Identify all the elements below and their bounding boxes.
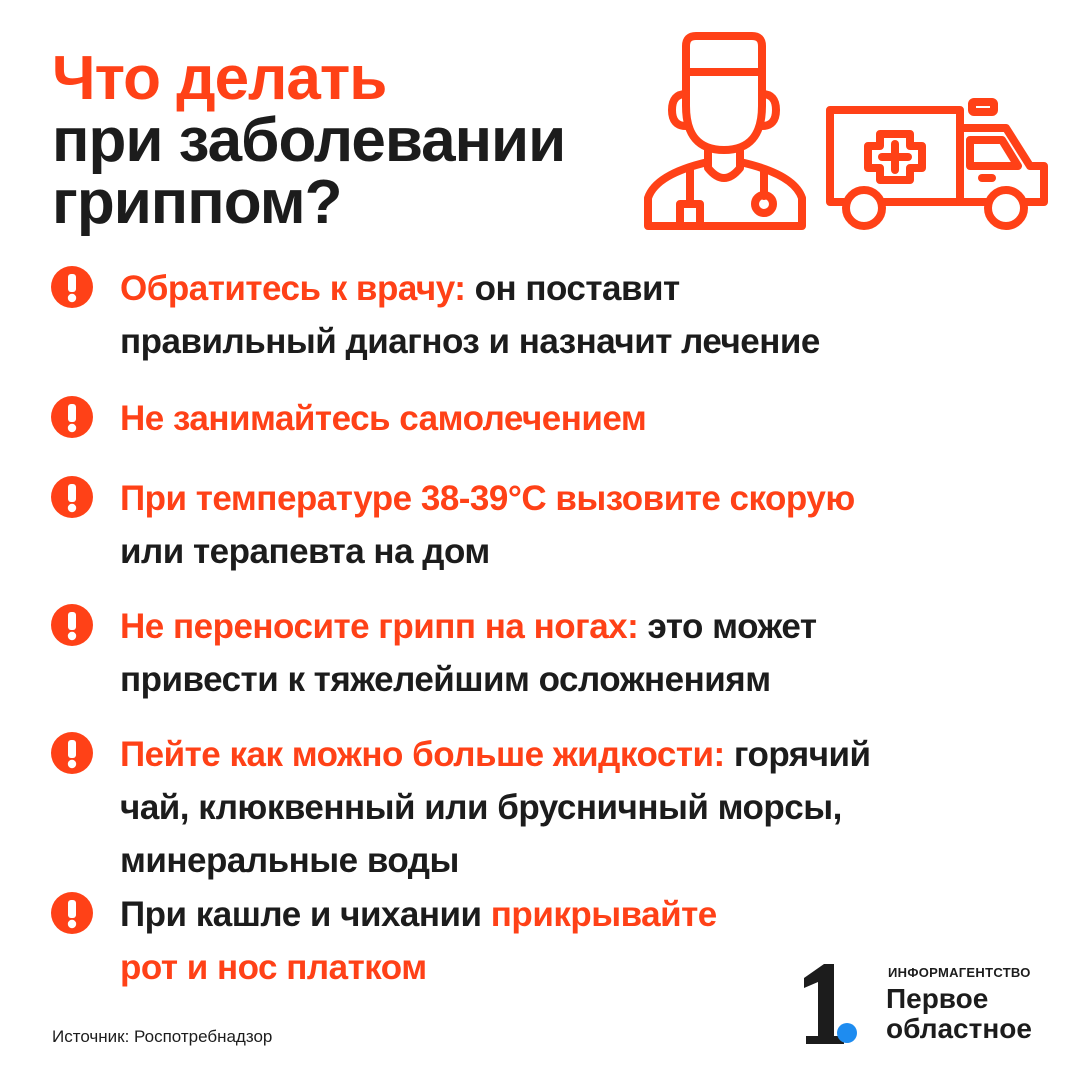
tip-line [120, 728, 1020, 781]
logo-name-line-2: областное [886, 1013, 1032, 1044]
tip-plain-text: правильный диагноз и назначит лечение [120, 322, 820, 361]
exclamation-circle-icon [50, 603, 94, 647]
tip-text [120, 472, 1020, 578]
tip-text [120, 392, 1020, 445]
tip-line [120, 472, 1020, 525]
tip-text [120, 262, 1020, 368]
logo-mark-icon [800, 962, 860, 1046]
ambulance-icon [822, 96, 1054, 234]
logo-supertitle: ИНФОРМАГЕНТСТВО [888, 965, 1031, 980]
tip-line [120, 834, 1020, 887]
logo-name [886, 984, 1032, 1044]
tip-line [120, 525, 1020, 578]
tip-highlight: прикрывайте [490, 895, 717, 934]
tip-line [120, 600, 1020, 653]
tip-plain-text: или терапевта на дом [120, 532, 490, 571]
tip-text [120, 728, 1020, 887]
tip-line [120, 262, 1020, 315]
logo-name-line-1: Первое [886, 983, 989, 1014]
exclamation-circle-icon [50, 475, 94, 519]
tip-highlight: Пейте как можно больше жидкости: [120, 735, 725, 774]
title-line-2: при заболевании [52, 106, 566, 175]
tip-line [120, 888, 1020, 941]
tip-highlight: При температуре 38-39°С вызовите скорую [120, 479, 855, 518]
title-line-1: Что делать [52, 44, 387, 113]
title-line-3: гриппом? [52, 168, 342, 237]
exclamation-circle-icon [50, 395, 94, 439]
exclamation-circle-icon [50, 731, 94, 775]
tip-highlight: рот и нос платком [120, 948, 427, 987]
tip-line [120, 653, 1020, 706]
tip-line [120, 315, 1020, 368]
tip-plain-text: чай, клюквенный или брусничный морсы, [120, 788, 842, 827]
tip-text [120, 600, 1020, 706]
tip-highlight: Обратитесь к врачу: [120, 269, 466, 308]
tip-highlight: Не занимайтесь самолечением [120, 399, 647, 438]
exclamation-circle-icon [50, 891, 94, 935]
tip-line [120, 781, 1020, 834]
source-note: Источник: Роспотребнадзор [52, 1027, 273, 1046]
tip-plain-text: минеральные воды [120, 841, 459, 880]
tip-plain-text: это может [638, 607, 817, 646]
exclamation-circle-icon [50, 265, 94, 309]
tip-plain-text: привести к тяжелейшим осложнениям [120, 660, 771, 699]
tip-line [120, 392, 1020, 445]
tip-plain-text: горячий [724, 735, 871, 774]
page-title [52, 44, 566, 237]
doctor-icon [636, 28, 814, 234]
tip-highlight: Не переносите грипп на ногах: [120, 607, 639, 646]
tip-plain-text: он поставит [465, 269, 680, 308]
tip-plain-text: При кашле и чихании [120, 895, 491, 934]
publisher-logo [800, 962, 1060, 1052]
